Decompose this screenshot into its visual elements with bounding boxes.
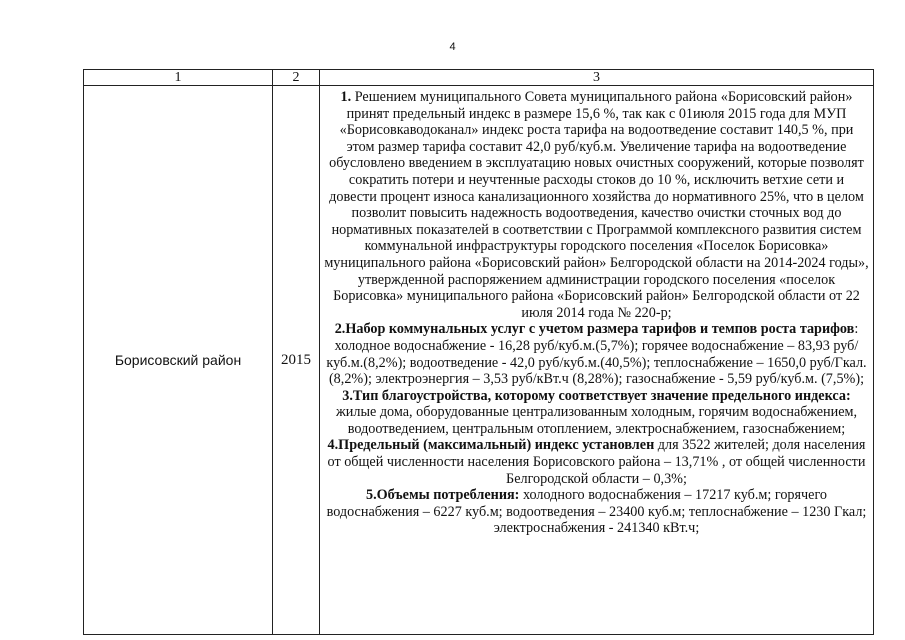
paragraph-2-heading: 2.Набор коммунальных услуг с учетом размера тарифов и темпов роста тарифов <box>334 321 855 338</box>
page-number: 4 <box>449 41 456 53</box>
paragraph-2-text: : холодное водоснабжение - 16,28 руб/куб.м.(5,7%); горячее водоснабжение – 83,93 руб/куб.м.(8,2%); водоотведение - 42,0 руб/куб.м.(40,5%); теплоснабжение – 1650,0 руб/Гкал.(8,2%); электроэнергия – 3,53 руб/кВт.ч (8,28%); газоснабжение - 5,59 руб/куб.м. (7,5%); <box>326 321 867 388</box>
paragraph-3-heading: 3.Тип благоустройства, которому соответствует значение предельного индекса: <box>342 387 851 404</box>
paragraph-5-text: холодного водоснабжения – 17217 куб.м; горячего водоснабжения – 6227 куб.м; водоотведения – 23400 куб.м; теплоснабжение – 1230 Гкал; электроснабжения - 241340 кВт.ч; <box>326 487 867 537</box>
paragraph-1 <box>324 89 869 321</box>
paragraph-5 <box>324 487 869 537</box>
year-cell: 2015 <box>273 86 320 635</box>
paragraph-4-heading: 4.Предельный (максимальный) индекс установлен <box>327 437 655 454</box>
paragraph-2 <box>324 321 869 387</box>
column-header-2: 2 <box>273 70 320 86</box>
paragraph-4-text: для 3522 жителей; доля населения от общей численности населения Борисовского района – 13,71% , от общей численности Белгородской области – 0,3%; <box>327 437 866 487</box>
column-header-3: 3 <box>320 70 874 86</box>
paragraph-4 <box>324 437 869 487</box>
column-header-1: 1 <box>84 70 273 86</box>
paragraph-3-text: жилые дома, оборудованные централизованным холодным, горячим водоснабжением, водоотведением, центральным отоплением, электроснабжением, газоснабжением; <box>335 404 858 437</box>
paragraph-3 <box>324 388 869 438</box>
region-cell: Борисовский район <box>84 86 273 635</box>
tariff-index-table <box>83 69 874 635</box>
paragraph-1-heading: 1. <box>340 89 352 105</box>
description-cell <box>320 86 874 635</box>
paragraph-5-heading: 5.Объемы потребления: <box>365 487 520 504</box>
table-row <box>84 86 874 635</box>
header-row <box>84 70 874 86</box>
paragraph-1-text: Решением муниципального Совета муниципального района «Борисовский район» принят предельный индекс в размере 15,6 %, так как с 01июля 2015 года для МУП «Борисовкаводоканал» индекс роста тарифа на водоотведение составит 140,5 %, при этом размер тарифа составит 42,0 руб/куб.м. Увеличение тарифа на водоотведение обусловлено введением в эксплуатацию новых очистных сооружений, которые позволят сократить потери и неучтенные расходы стоков до 10 %, исключить ветхие сети и довести процент износа канализационного хозяйства до нормативного 25%, что в целом позволит повысить надежность водоотведения, качество очистки сточных вод до нормативных показателей в соответствии с Программой комплексного развития систем коммунальной инфраструктуры городского поселения «Поселок Борисовка» муниципального района «Борисовский район» Белгородской области на 2014-2024 годы», утвержденной распоряжением администрации городского поселения «поселок Борисовка» муниципального района «Борисовский район» Белгородской области от 22 июля 2014 года № 220-р; <box>324 89 869 321</box>
